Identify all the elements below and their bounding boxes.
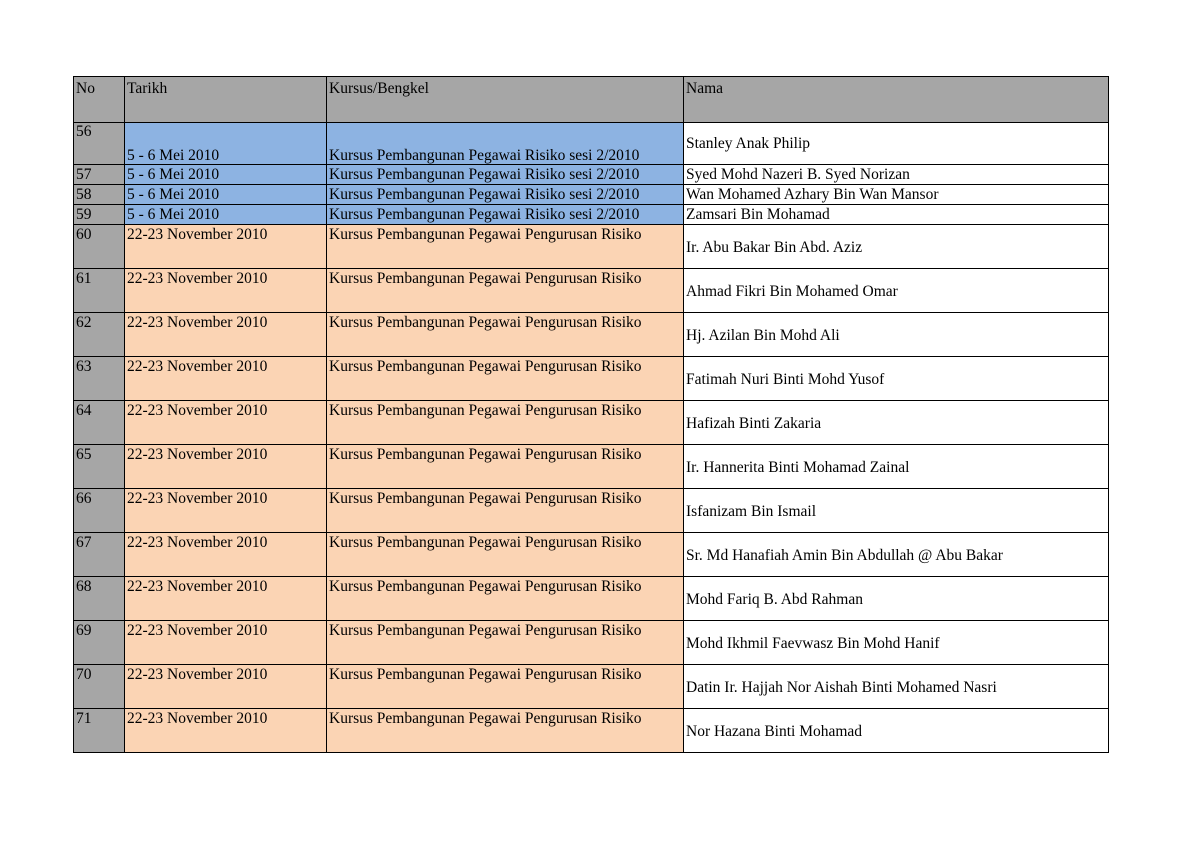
row-course: Kursus Pembangunan Pegawai Pengurusan Risiko xyxy=(327,665,684,709)
row-name: Mohd Fariq B. Abd Rahman xyxy=(684,577,1109,621)
table-row xyxy=(74,313,1109,357)
header-name: Nama xyxy=(684,77,1109,123)
row-date: 5 - 6 Mei 2010 xyxy=(125,165,327,185)
row-no: 69 xyxy=(74,621,125,665)
header-row xyxy=(74,77,1109,123)
table-row xyxy=(74,225,1109,269)
row-name: Isfanizam Bin Ismail xyxy=(684,489,1109,533)
table-row xyxy=(74,665,1109,709)
row-name: Ahmad Fikri Bin Mohamed Omar xyxy=(684,269,1109,313)
table-row xyxy=(74,185,1109,205)
row-no: 63 xyxy=(74,357,125,401)
row-name: Wan Mohamed Azhary Bin Wan Mansor xyxy=(684,185,1109,205)
table-row xyxy=(74,489,1109,533)
row-date: 5 - 6 Mei 2010 xyxy=(125,205,327,225)
row-no: 58 xyxy=(74,185,125,205)
row-name: Fatimah Nuri Binti Mohd Yusof xyxy=(684,357,1109,401)
row-course: Kursus Pembangunan Pegawai Pengurusan Risiko xyxy=(327,225,684,269)
row-course: Kursus Pembangunan Pegawai Pengurusan Risiko xyxy=(327,709,684,753)
table-row xyxy=(74,533,1109,577)
participants-table xyxy=(73,76,1109,753)
row-no: 57 xyxy=(74,165,125,185)
row-course: Kursus Pembangunan Pegawai Pengurusan Risiko xyxy=(327,313,684,357)
header-no: No xyxy=(74,77,125,123)
row-name: Ir. Abu Bakar Bin Abd. Aziz xyxy=(684,225,1109,269)
row-date: 22-23 November 2010 xyxy=(125,709,327,753)
row-no: 56 xyxy=(74,123,125,165)
table-row xyxy=(74,123,1109,165)
row-no: 64 xyxy=(74,401,125,445)
row-name: Ir. Hannerita Binti Mohamad Zainal xyxy=(684,445,1109,489)
row-date: 22-23 November 2010 xyxy=(125,489,327,533)
row-course: Kursus Pembangunan Pegawai Risiko sesi 2/2010 xyxy=(327,205,684,225)
row-no: 59 xyxy=(74,205,125,225)
header-course: Kursus/Bengkel xyxy=(327,77,684,123)
row-course: Kursus Pembangunan Pegawai Pengurusan Risiko xyxy=(327,621,684,665)
row-name: Sr. Md Hanafiah Amin Bin Abdullah @ Abu Bakar xyxy=(684,533,1109,577)
row-no: 68 xyxy=(74,577,125,621)
row-course: Kursus Pembangunan Pegawai Risiko sesi 2/2010 xyxy=(327,123,684,165)
row-course: Kursus Pembangunan Pegawai Pengurusan Risiko xyxy=(327,489,684,533)
row-course: Kursus Pembangunan Pegawai Pengurusan Risiko xyxy=(327,577,684,621)
row-name: Nor Hazana Binti Mohamad xyxy=(684,709,1109,753)
table-row xyxy=(74,401,1109,445)
row-course: Kursus Pembangunan Pegawai Risiko sesi 2/2010 xyxy=(327,165,684,185)
row-name: Syed Mohd Nazeri B. Syed Norizan xyxy=(684,165,1109,185)
row-course: Kursus Pembangunan Pegawai Pengurusan Risiko xyxy=(327,445,684,489)
table-row xyxy=(74,621,1109,665)
row-course: Kursus Pembangunan Pegawai Pengurusan Risiko xyxy=(327,269,684,313)
row-date: 22-23 November 2010 xyxy=(125,269,327,313)
row-date: 22-23 November 2010 xyxy=(125,665,327,709)
row-no: 60 xyxy=(74,225,125,269)
row-name: Mohd Ikhmil Faevwasz Bin Mohd Hanif xyxy=(684,621,1109,665)
row-no: 62 xyxy=(74,313,125,357)
row-date: 22-23 November 2010 xyxy=(125,357,327,401)
row-name: Datin Ir. Hajjah Nor Aishah Binti Mohamed Nasri xyxy=(684,665,1109,709)
row-date: 22-23 November 2010 xyxy=(125,533,327,577)
row-date: 22-23 November 2010 xyxy=(125,445,327,489)
row-name: Stanley Anak Philip xyxy=(684,123,1109,165)
table-row xyxy=(74,709,1109,753)
row-date: 22-23 November 2010 xyxy=(125,313,327,357)
row-name: Zamsari Bin Mohamad xyxy=(684,205,1109,225)
row-course: Kursus Pembangunan Pegawai Risiko sesi 2/2010 xyxy=(327,185,684,205)
row-date: 22-23 November 2010 xyxy=(125,401,327,445)
table-row xyxy=(74,577,1109,621)
table-row xyxy=(74,269,1109,313)
row-date: 22-23 November 2010 xyxy=(125,621,327,665)
table-row xyxy=(74,205,1109,225)
header-date: Tarikh xyxy=(125,77,327,123)
table-row xyxy=(74,165,1109,185)
row-course: Kursus Pembangunan Pegawai Pengurusan Risiko xyxy=(327,357,684,401)
row-date: 5 - 6 Mei 2010 xyxy=(125,123,327,165)
row-no: 65 xyxy=(74,445,125,489)
row-no: 71 xyxy=(74,709,125,753)
row-course: Kursus Pembangunan Pegawai Pengurusan Risiko xyxy=(327,401,684,445)
row-no: 61 xyxy=(74,269,125,313)
row-date: 22-23 November 2010 xyxy=(125,577,327,621)
table-row xyxy=(74,357,1109,401)
row-no: 66 xyxy=(74,489,125,533)
row-no: 67 xyxy=(74,533,125,577)
row-date: 5 - 6 Mei 2010 xyxy=(125,185,327,205)
table-row xyxy=(74,445,1109,489)
row-name: Hafizah Binti Zakaria xyxy=(684,401,1109,445)
row-date: 22-23 November 2010 xyxy=(125,225,327,269)
row-course: Kursus Pembangunan Pegawai Pengurusan Risiko xyxy=(327,533,684,577)
row-no: 70 xyxy=(74,665,125,709)
row-name: Hj. Azilan Bin Mohd Ali xyxy=(684,313,1109,357)
